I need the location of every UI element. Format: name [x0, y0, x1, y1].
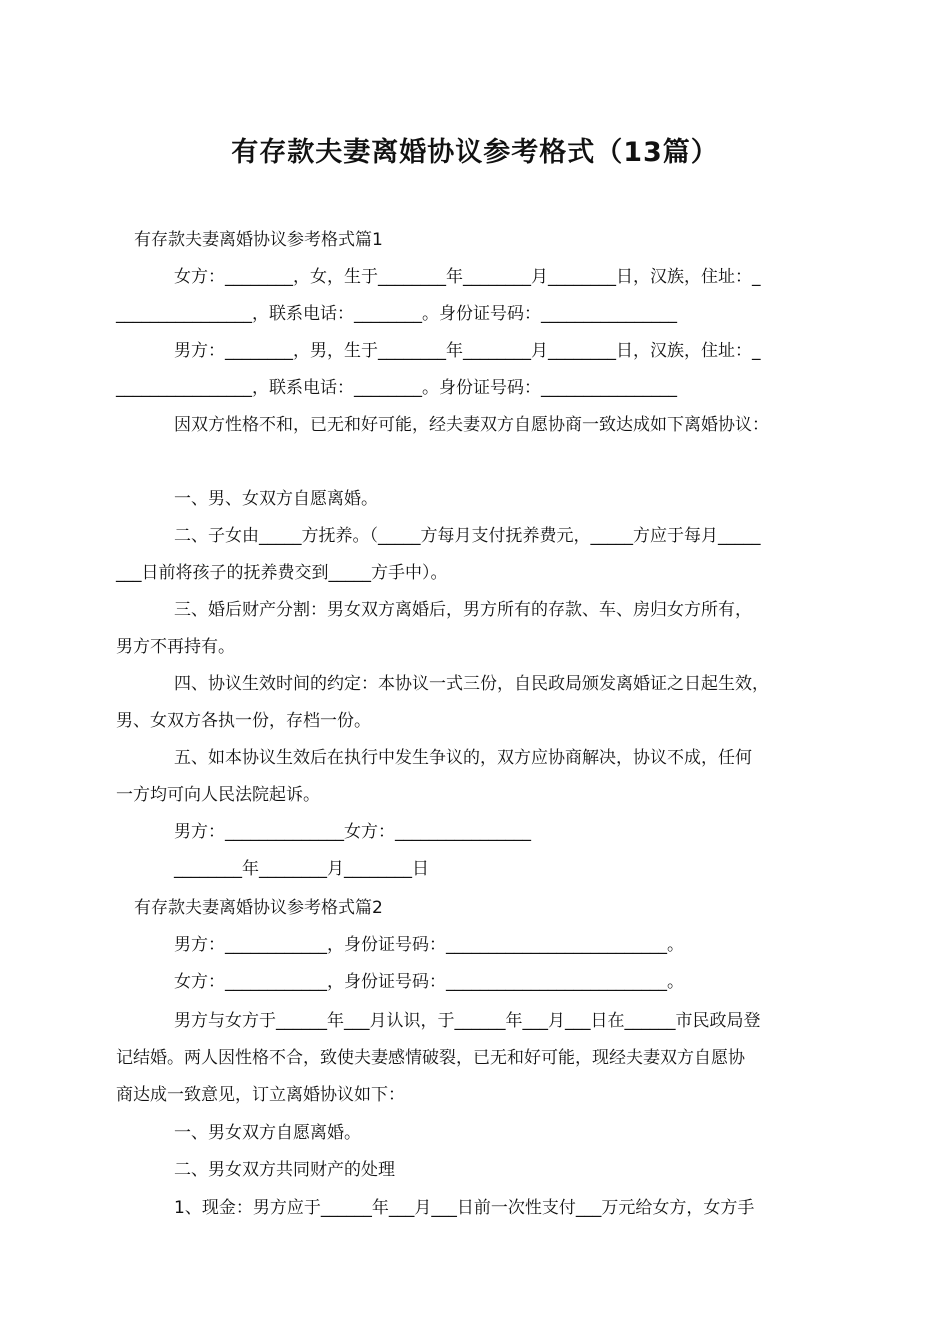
- paragraph-line: 一、男、女双方自愿离婚。: [174, 489, 378, 509]
- paragraph-line: 男方：________，男，生于________年________月________日，汉族，住址：_: [174, 341, 761, 361]
- date-line: ________年________月________日: [174, 859, 429, 879]
- paragraph-line: 女方：____________，身份证号码：__________________________。: [174, 972, 684, 992]
- paragraph-line: 二、男女双方共同财产的处理: [174, 1160, 395, 1180]
- paragraph-line: 男、女双方各执一份，存档一份。: [116, 711, 371, 731]
- paragraph-line: 三、婚后财产分割：男女双方离婚后，男方所有的存款、车、房归女方所有，: [174, 600, 752, 620]
- paragraph-line: ________________，联系电话：________。身份证号码：________________: [116, 378, 677, 398]
- signature-line: 男方：______________女方：________________: [174, 822, 531, 842]
- paragraph-line: 男方不再持有。: [116, 637, 235, 657]
- paragraph-line: 一方均可向人民法院起诉。: [116, 785, 320, 805]
- document-title: 有存款夫妻离婚协议参考格式（13篇）: [231, 137, 719, 168]
- paragraph-line: 记结婚。两人因性格不合，致使夫妻感情破裂，已无和好可能，现经夫妻双方自愿协: [116, 1048, 745, 1068]
- paragraph-line: 一、男女双方自愿离婚。: [174, 1123, 361, 1143]
- paragraph-line: ________________，联系电话：________。身份证号码：________________: [116, 304, 677, 324]
- paragraph-line: 女方：________，女，生于________年________月________日，汉族，住址：_: [174, 267, 761, 287]
- paragraph-line: 商达成一致意见，订立离婚协议如下：: [116, 1085, 405, 1105]
- paragraph-line: 因双方性格不和，已无和好可能，经夫妻双方自愿协商一致达成如下离婚协议：: [174, 415, 769, 435]
- paragraph-line: 1、现金：男方应于______年___月___日前一次性支付___万元给女方，女方手: [174, 1198, 755, 1218]
- section-heading-1: 有存款夫妻离婚协议参考格式篇1: [134, 230, 383, 250]
- paragraph-line: 四、协议生效时间的约定：本协议一式三份，自民政局颁发离婚证之日起生效，: [174, 674, 769, 694]
- paragraph-line: 二、子女由_____方抚养。（_____方每月支付抚养费元，_____方应于每月_____: [174, 526, 761, 546]
- paragraph-line: ___日前将孩子的抚养费交到_____方手中）。: [116, 563, 448, 583]
- section-heading-2: 有存款夫妻离婚协议参考格式篇2: [134, 898, 383, 918]
- paragraph-line: 男方：____________，身份证号码：__________________________。: [174, 935, 684, 955]
- paragraph-line: 五、如本协议生效后在执行中发生争议的，双方应协商解决，协议不成，任何: [174, 748, 752, 768]
- paragraph-line: 男方与女方于______年___月认识，于______年___月___日在______市民政局登: [174, 1011, 761, 1031]
